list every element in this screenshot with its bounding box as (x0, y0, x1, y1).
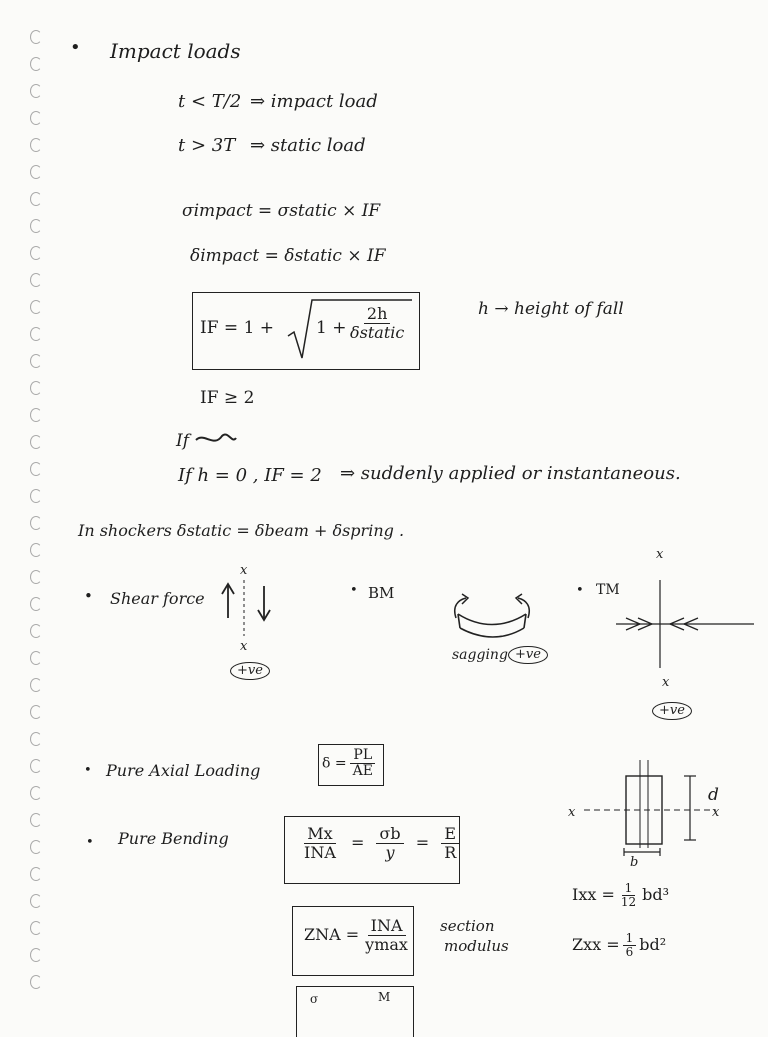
sudden-load-condition: If h = 0 , IF = 2 (178, 465, 322, 486)
distance-term: y (385, 842, 395, 862)
sf-axis-bottom: x (240, 639, 248, 654)
zna-lhs: ZNA = (304, 925, 360, 945)
zxx-frac-num: 1 (623, 932, 637, 946)
bm-sign: +ve (508, 644, 548, 664)
bullet-sf: • (84, 587, 93, 605)
zna-numerator: INA (368, 918, 406, 936)
sf-sign: +ve (230, 660, 270, 680)
bullet-axial: • (84, 763, 92, 778)
ixx-frac-den: 12 (620, 894, 637, 909)
impact-result: ⇒ impact load (250, 91, 378, 112)
bending-moment-label: BM (368, 584, 395, 602)
tm-sign: +ve (652, 700, 692, 720)
section-note-line2: modulus (444, 937, 509, 955)
static-condition: t > 3T (178, 135, 236, 156)
sf-axis-top: x (240, 563, 248, 578)
deflection-impact-equation: δimpact = δstatic × IF (190, 246, 386, 266)
height-of-fall-note: h → height of fall (478, 299, 624, 319)
if-fraction-numerator: 2h (364, 306, 390, 324)
bullet-tm: • (576, 583, 584, 598)
tm-axis-top: x (656, 547, 664, 562)
axial-denominator: AE (352, 762, 373, 779)
axial-loading-label: Pure Axial Loading (106, 761, 261, 780)
sudden-load-result: ⇒ suddenly applied or instantaneous. (340, 463, 681, 484)
impact-condition: t < T/2 (178, 91, 242, 112)
width-label: b (630, 855, 639, 870)
inertia-term: INA (304, 842, 336, 862)
moment-of-inertia-equation (572, 882, 669, 909)
ixx-lhs: Ixx = (572, 884, 615, 904)
neutral-axis-left-label: x (568, 805, 576, 820)
section-modulus-equation (572, 932, 666, 959)
zxx-rhs: bd² (639, 934, 667, 954)
torsional-moment-label: TM (596, 582, 620, 598)
depth-label: d (708, 785, 719, 805)
cutoff-left-symbol: σ (310, 992, 319, 1006)
static-result: ⇒ static load (250, 135, 366, 156)
radius-term: R (444, 842, 457, 862)
axial-numerator: PL (350, 748, 375, 764)
bullet-bending: • (86, 835, 94, 850)
moment-term: Mx (304, 826, 335, 844)
stress-impact-equation: σimpact = σstatic × IF (182, 201, 381, 221)
section-modulus-formula (304, 918, 414, 953)
ixx-rhs: bd³ (642, 884, 670, 904)
if-minimum: IF ≥ 2 (200, 388, 255, 408)
zna-denominator: ymax (365, 934, 408, 954)
sagging-caption: sagging (452, 647, 508, 663)
section-note-line1: section (440, 917, 495, 935)
zxx-lhs: Zxx = (572, 934, 620, 954)
ixx-frac-num: 1 (622, 882, 636, 896)
pure-bending-label: Pure Bending (118, 829, 229, 848)
if-formula-inside: 1 + (316, 318, 347, 338)
crossed-out-note: If (176, 431, 190, 451)
zxx-frac-den: 6 (625, 944, 634, 959)
stress-term: σb (376, 826, 403, 844)
bullet: • (70, 37, 81, 58)
flexure-formula: $\frac{Mx}{\text{INA}}$ = $\frac{\sigma b}{y}$ = $\frac{E}{R}$ (298, 826, 462, 861)
page-title: Impact loads (110, 39, 241, 63)
shocker-equation: In shockers δstatic = δbeam + δspring . (78, 521, 405, 540)
bullet-bm: • (350, 583, 358, 598)
cutoff-right-symbol: M (378, 990, 391, 1004)
tm-axis-bottom: x (662, 675, 670, 690)
modulus-term: E (441, 826, 459, 844)
shear-force-label: Shear force (110, 589, 205, 608)
axial-lhs: δ = (322, 755, 347, 772)
if-formula-left: IF = 1 + (200, 318, 275, 338)
neutral-axis-right-label: x (712, 805, 720, 820)
if-fraction-denominator: δstatic (350, 322, 405, 342)
